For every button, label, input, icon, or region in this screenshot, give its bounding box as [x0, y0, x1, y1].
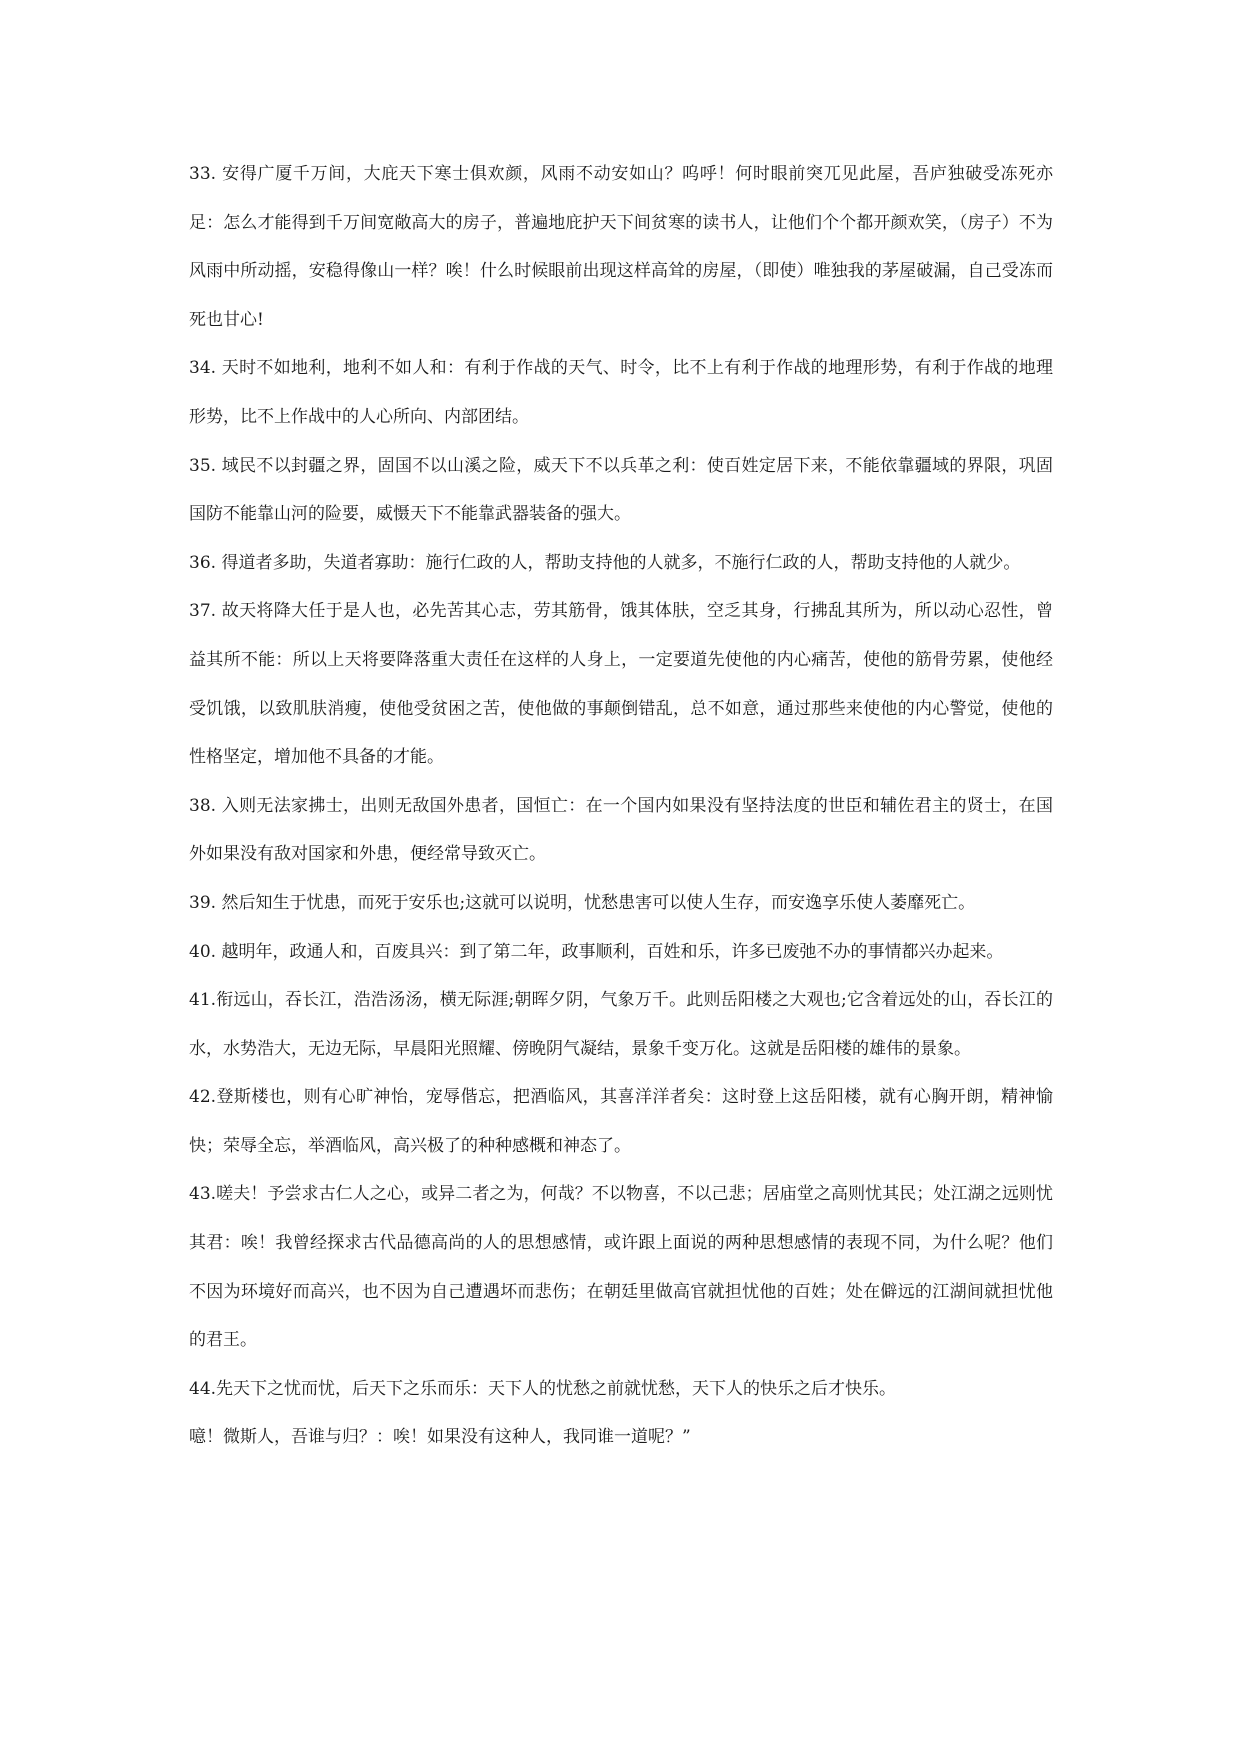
paragraph-35: 35. 域民不以封疆之界，固国不以山溪之险，威天下不以兵革之利：使百姓定居下来，不能依靠疆域的界限，巩固国防不能靠山河的险要，威慑天下不能靠武器装备的强大。 [189, 455, 1053, 525]
paragraph-34: 34. 天时不如地利，地利不如人和：有利于作战的天气、时令，比不上有利于作战的地理形势，有利于作战的地理形势，比不上作战中的人心所向、内部团结。 [189, 358, 1053, 427]
document-body [189, 150, 1053, 1462]
paragraph-43: 43.嗟夫！予尝求古仁人之心，或异二者之为，何哉？不以物喜，不以己悲；居庙堂之高则忧其民；处江湖之远则忧其君：唉！我曾经探求古代品德高尚的人的思想感情，或许跟上面说的两种思想感情的表现不同，为什么呢？他们不因为环境好而高兴，也不因为自己遭遇坏而悲伤；在朝廷里做高官就担忧他的百姓；处在僻远的江湖间就担忧他的君王。 [189, 1184, 1053, 1351]
paragraph-38: 38. 入则无法家拂士，出则无敌国外患者，国恒亡：在一个国内如果没有坚持法度的世臣和辅佐君主的贤士，在国外如果没有敌对国家和外患，便经常导致灭亡。 [189, 795, 1053, 865]
paragraph-41: 41.衔远山，吞长江，浩浩汤汤，横无际涯;朝晖夕阴，气象万千。此则岳阳楼之大观也;它含着远处的山，吞长江的水，水势浩大，无边无际，早晨阳光照耀、傍晚阴气凝结，景象千变万化。这就是岳阳楼的雄伟的景象。 [189, 990, 1053, 1059]
paragraph-33: 33. 安得广厦千万间，大庇天下寒士俱欢颜，风雨不动安如山？呜呼！何时眼前突兀见此屋，吾庐独破受冻死亦足：怎么才能得到千万间宽敞高大的房子，普遍地庇护天下间贫寒的读书人，让他们个个都开颜欢笑，（房子）不为风雨中所动摇，安稳得像山一样？唉！什么时候眼前出现这样高耸的房屋，（即使）唯独我的茅屋破漏，自己受冻而死也甘心! [189, 164, 1053, 330]
paragraph-44: 44.先天下之忧而忧，后天下之乐而乐：天下人的忧愁之前就忧愁，天下人的快乐之后才快乐。 [189, 1378, 897, 1399]
paragraph-37: 37. 故天将降大任于是人也，必先苦其心志，劳其筋骨，饿其体肤，空乏其身，行拂乱其所为，所以动心忍性，曾益其所不能：所以上天将要降落重大责任在这样的人身上，一定要道先使他的内心痛苦，使他的筋骨劳累，使他经受饥饿，以致肌肤消瘦，使他受贫困之苦，使他做的事颠倒错乱，总不如意，通过那些来使他的内心警觉，使他的性格坚定，增加他不具备的才能。 [189, 601, 1053, 768]
paragraph-36: 36. 得道者多助，失道者寡助：施行仁政的人，帮助支持他的人就多，不施行仁政的人，帮助支持他的人就少。 [189, 552, 1021, 573]
paragraph-40: 40. 越明年，政通人和，百废具兴：到了第二年，政事顺利，百姓和乐，许多已废弛不办的事情都兴办起来。 [189, 941, 1004, 962]
paragraph-closing: 噫！微斯人，吾谁与归？：唉！如果没有这种人，我同谁一道呢？” [189, 1427, 691, 1448]
paragraph-42: 42.登斯楼也，则有心旷神怡，宠辱偕忘，把酒临风，其喜洋洋者矣：这时登上这岳阳楼，就有心胸开朗，精神愉快；荣辱全忘，举酒临风，高兴极了的种种感概和神态了。 [189, 1087, 1053, 1156]
paragraph-39: 39. 然后知生于忧患，而死于安乐也;这就可以说明，忧愁患害可以使人生存，而安逸享乐使人萎靡死亡。 [189, 892, 976, 913]
